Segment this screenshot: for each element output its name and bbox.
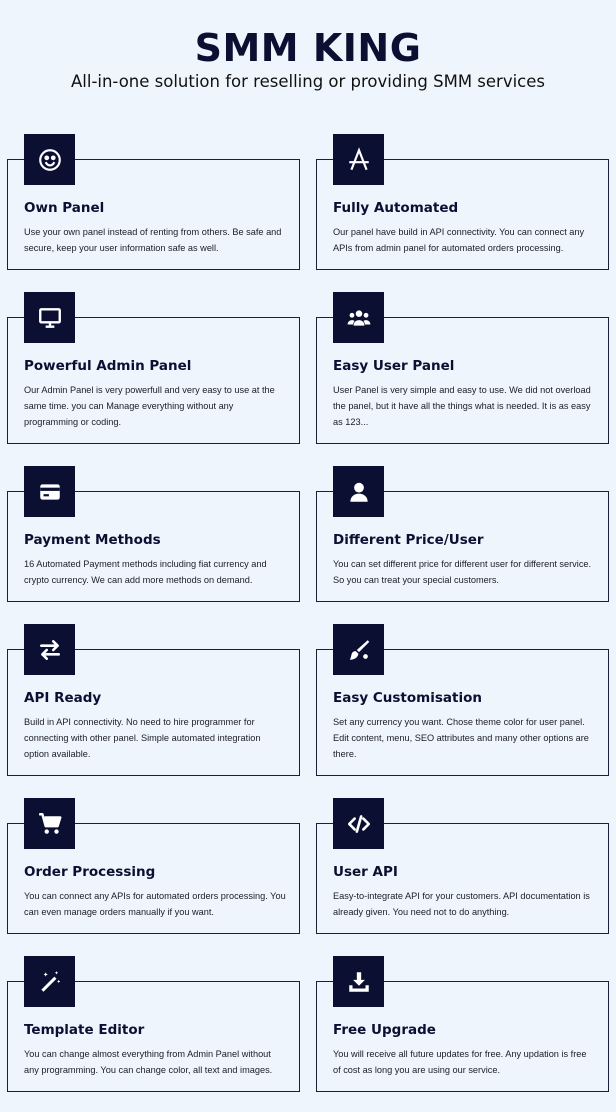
user-icon (333, 466, 384, 517)
feature-title: Template Editor (24, 1022, 145, 1038)
feature-description: You can change almost everything from Admin Panel without any programming. You can change color, all text and images. (24, 1049, 273, 1075)
automation-icon (333, 134, 384, 185)
code-icon (333, 798, 384, 849)
feature-description: 16 Automated Payment methods including fiat currency and crypto currency. We can add more methods on demand. (24, 559, 267, 585)
page-subtitle: All-in-one solution for reselling or providing SMM services (70, 72, 545, 91)
feature-title: User API (333, 864, 398, 880)
feature-title: Free Upgrade (333, 1022, 436, 1038)
cart-icon (24, 798, 75, 849)
feature-description: Build in API connectivity. No need to hire programmer for connecting with other panel. Simple automated integration option available. (24, 717, 261, 759)
feature-title: Payment Methods (24, 532, 161, 548)
feature-title: Powerful Admin Panel (24, 358, 192, 374)
feature-title: Order Processing (24, 864, 156, 880)
brush-icon (333, 624, 384, 675)
monitor-icon (24, 292, 75, 343)
feature-title: Easy User Panel (333, 358, 455, 374)
exchange-icon (24, 624, 75, 675)
users-icon (333, 292, 384, 343)
feature-title: API Ready (24, 690, 102, 706)
feature-description: You can connect any APIs for automated orders processing. You can even manage orders manually if you want. (24, 891, 286, 917)
feature-description: Our Admin Panel is very powerfull and very easy to use at the same time. you can Manage everything without any programming or coding. (24, 385, 275, 427)
smile-icon (24, 134, 75, 185)
feature-description: Easy-to-integrate API for your customers. API documentation is already given. You need not to do anything. (333, 891, 590, 917)
feature-title: Easy Customisation (333, 690, 482, 706)
feature-title: Fully Automated (333, 200, 459, 216)
feature-title: Own Panel (24, 200, 105, 216)
feature-description: You will receive all future updates for free. Any updation is free of cost as long you are using our service. (333, 1049, 587, 1075)
credit-card-icon (24, 466, 75, 517)
feature-description: You can set different price for different user for different service. So you can treat your special customers. (333, 559, 592, 585)
feature-description: Use your own panel instead of renting from others. Be safe and secure, keep your user information safe as well. (24, 227, 282, 253)
download-icon (333, 956, 384, 1007)
feature-description: Set any currency you want. Chose theme color for user panel. Edit content, menu, SEO attributes and many other options are there. (333, 717, 589, 759)
feature-description: Our panel have build in API connectivity. You can connect any APIs from admin panel for automated orders processing. (333, 227, 585, 253)
feature-title: Different Price/User (333, 532, 484, 548)
magic-wand-icon (24, 956, 75, 1007)
feature-description: User Panel is very simple and easy to use. We did not overload the panel, but it have all the things what is needed. It is as easy as 123... (333, 385, 591, 427)
page-title: SMM KING (194, 26, 422, 70)
